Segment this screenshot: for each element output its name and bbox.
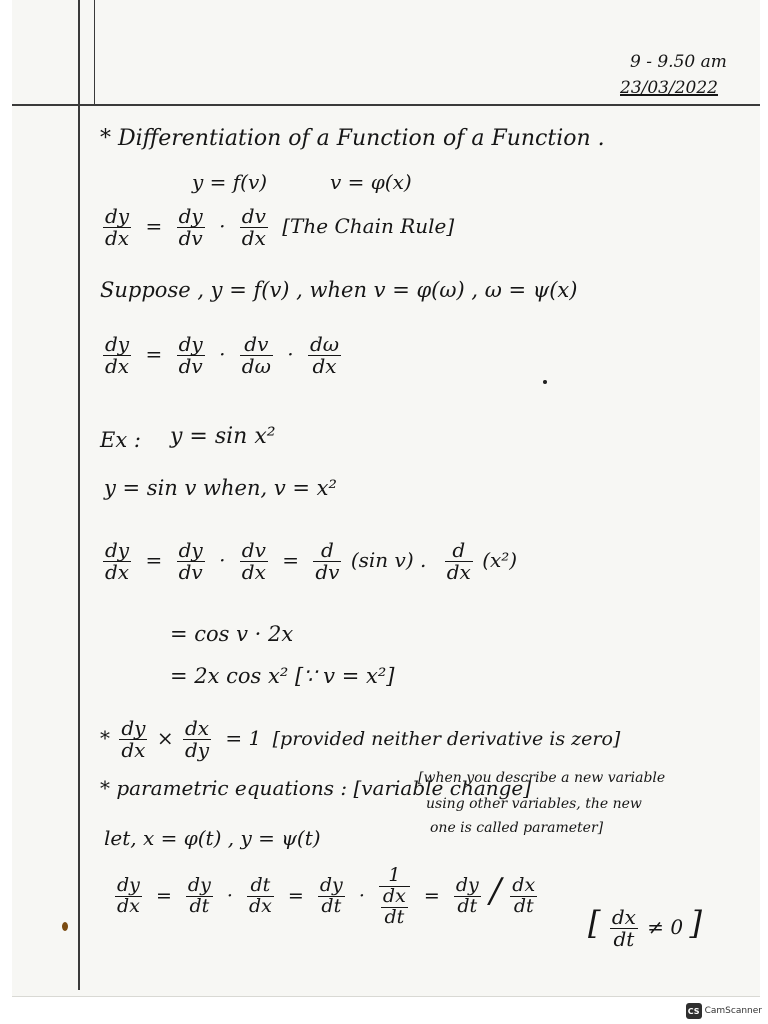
fraction: $\frac{dy}{dx}$ (117, 874, 140, 918)
example-derivative: $\frac{dy}{dx}$ = $\frac{dy}{dv}$ · $\frac{dv}{dx}$ = $\frac{d}{dv}$ (sin v) . $\frac{d}{dx}$ (x²) (105, 538, 518, 584)
fraction: $\frac{dy}{dt}$ (455, 874, 479, 918)
parametric-derivative: $\frac{dy}{dx}$ = $\frac{dy}{dt}$ · $\frac{dt}{dx}$ = $\frac{dy}{dt}$ · $\frac{1}{\frac{dx}{dt}}$ = $\frac{dy}{dt}$ / $\frac{dx}{dt}$ (117, 864, 536, 928)
header-time: 9 - 9.50 am (630, 52, 727, 72)
fraction: $\frac{dy}{dv}$ (178, 204, 203, 250)
margin-rule-short (94, 0, 95, 105)
chain-rule-equation: $\frac{dy}{dx}$ = $\frac{dy}{dv}$ · $\frac{dv}{dx}$ [The Chain Rule] (105, 204, 455, 250)
reciprocal-condition: [provided neither derivative is zero] (272, 728, 621, 750)
fraction: $\frac{dy}{dx}$ (105, 204, 130, 250)
fraction: $\frac{dv}{dx}$ (241, 204, 266, 250)
binder-hole-mark (62, 922, 68, 931)
fraction: $\frac{dy}{dv}$ (178, 538, 203, 584)
fraction: $\frac{d}{dx}$ (446, 538, 471, 584)
margin-rule (78, 0, 80, 990)
fraction: $\frac{d\omega}{dx}$ (309, 332, 340, 378)
def-v-of-x: v = φ(x) (330, 170, 412, 194)
reciprocal-rule: * $\frac{dy}{dx}$ × $\frac{dx}{dy}$ = 1 [provided neither derivative is zero] (100, 716, 621, 762)
fraction: $\frac{dv}{d\omega}$ (241, 332, 271, 378)
parametric-definitions: let, x = φ(t) , y = ψ(t) (104, 826, 321, 850)
example-function: y = sin x² (170, 424, 276, 449)
parameter-note-line-1: [when you describe a new variable (418, 770, 666, 786)
chain-rule-label: [The Chain Rule] (282, 214, 455, 238)
camscanner-icon: CS (686, 1003, 702, 1019)
fraction: $\frac{dx}{dy}$ (184, 716, 210, 762)
header-rule (12, 104, 760, 106)
section-title: * Differentiation of a Function of a Function . (100, 126, 605, 151)
fraction: $\frac{dx}{dt}$ (611, 905, 636, 951)
def-y-of-v: y = f(v) (192, 170, 268, 194)
fraction: $\frac{dy}{dv}$ (178, 332, 203, 378)
parameter-note-line-3: one is called parameter] (430, 820, 604, 836)
parametric-condition: [ $\frac{dx}{dt}$ ≠ 0 ] (588, 904, 702, 951)
fraction: $\frac{dv}{dx}$ (241, 538, 266, 584)
fraction: $\frac{1}{\frac{dx}{dt}}$ (379, 866, 410, 928)
fraction: $\frac{dy}{dx}$ (105, 538, 130, 584)
suppose-line: Suppose , y = f(v) , when v = φ(ω) , ω = ψ(x) (100, 278, 578, 302)
fraction: $\frac{dy}{dx}$ (121, 716, 146, 762)
example-step-2: = cos v · 2x (170, 622, 294, 646)
fraction: $\frac{dx}{dt}$ (512, 874, 536, 918)
parameter-note-line-2: using other variables, the new (426, 796, 642, 812)
fraction: $\frac{dy}{dt}$ (319, 874, 343, 918)
example-substitution: y = sin v when, v = x² (104, 476, 337, 500)
header-date: 23/03/2022 (620, 78, 718, 98)
example-step-3: = 2x cos x² [∵ v = x²] (170, 664, 395, 688)
chain-rule-three-terms: $\frac{dy}{dx}$ = $\frac{dy}{dv}$ · $\frac{dv}{d\omega}$ · $\frac{d\omega}{dx}$ (105, 332, 340, 378)
camscanner-label: CamScanner (704, 1006, 762, 1016)
stray-dot (543, 380, 547, 384)
fraction: $\frac{dy}{dt}$ (187, 874, 211, 918)
fraction: $\frac{d}{dv}$ (315, 538, 340, 584)
example-label: Ex : (100, 428, 141, 452)
fraction: $\frac{dy}{dx}$ (105, 332, 130, 378)
camscanner-watermark (686, 1002, 762, 1020)
fraction: $\frac{dt}{dx}$ (248, 874, 272, 918)
parametric-heading: * parametric equations : [variable change] (100, 776, 532, 800)
